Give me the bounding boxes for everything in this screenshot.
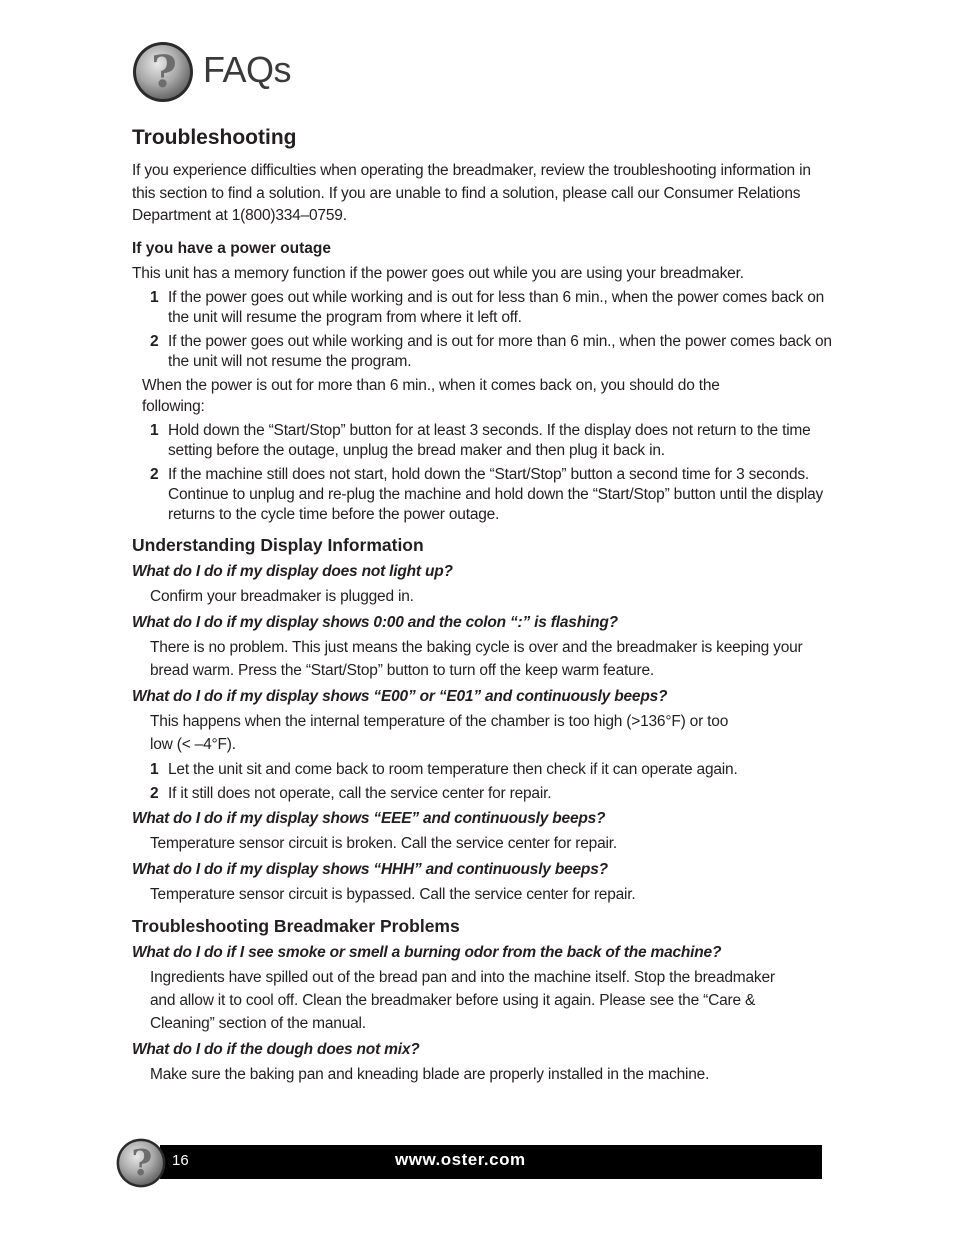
faq-answer: Make sure the baking pan and kneading blade are properly installed in the machine.	[150, 1066, 710, 1083]
outage-heading: If you have a power outage	[132, 239, 331, 257]
faq-answer: There is no problem. This just means the baking cycle is over and the breadmaker is keeping your bread warm. Press the “Start/Stop” button to turn off the keep warm feature.	[150, 639, 803, 679]
list-item	[150, 465, 832, 525]
faq-question: What do I do if my display shows “HHH” and continuously beeps?	[132, 861, 608, 878]
faq-question: What do I do if my display does not light up?	[132, 563, 453, 580]
faq-question: What do I do if my display shows 0:00 and the colon “:” is flashing?	[132, 614, 618, 631]
outage-text: This unit has a memory function if the power goes out while you are using your breadmaker.	[132, 264, 744, 282]
list-number: 1	[150, 422, 159, 439]
list-number: 1	[150, 761, 159, 778]
faq-question: What do I do if my display shows “E00” or “E01” and continuously beeps?	[132, 688, 668, 705]
page-header	[131, 39, 291, 105]
faq-question: What do I do if the dough does not mix?	[132, 1041, 420, 1058]
content	[132, 124, 832, 1090]
faq-answer: This happens when the internal temperature of the chamber is too high (>136°F) or too low (< –4°F).	[150, 713, 729, 753]
question-icon	[115, 1137, 167, 1189]
display-heading: Understanding Display Information	[132, 535, 424, 555]
list-text: If the machine still does not start, hold down the “Start/Stop” button a second time for 3 seconds. Continue to unplug and re-plug the machine and hold down the “Start/Stop” button until the display returns to the cycle time before the power outage.	[168, 466, 824, 523]
footer-url[interactable]: www.oster.com	[395, 1150, 526, 1169]
faq-answer: Temperature sensor circuit is bypassed. Call the service center for repair.	[150, 886, 636, 903]
problems-heading: Troubleshooting Breadmaker Problems	[132, 916, 460, 936]
page-title: FAQs	[203, 49, 292, 90]
list-item	[150, 332, 832, 372]
list-item	[150, 288, 832, 328]
list-number: 2	[150, 466, 159, 483]
list-item	[150, 421, 832, 461]
page-number: 16	[172, 1152, 189, 1169]
list-number: 2	[150, 333, 159, 350]
list-text: If the power goes out while working and is out for less than 6 min., when the power comes back on the unit will resume the program from where it left off.	[168, 289, 825, 326]
list-text: If the power goes out while working and is out for more than 6 min., when the power comes back on the unit will not resume the program.	[168, 333, 832, 370]
outage-followup: When the power is out for more than 6 min., when it comes back on, you should do the following:	[142, 377, 720, 415]
list-item	[150, 760, 832, 780]
faq-answer: Temperature sensor circuit is broken. Call the service center for repair.	[150, 835, 617, 852]
faq-answer: Confirm your breadmaker is plugged in.	[150, 588, 414, 605]
faq-answer: Ingredients have spilled out of the bread pan and into the machine itself. Stop the breadmaker and allow it to cool off. Clean the breadmaker before using it again. Please see the “Care & Cleaning” section of the manual.	[150, 969, 775, 1032]
faq-question: What do I do if I see smoke or smell a burning odor from the back of the machine?	[132, 944, 722, 961]
list-text: Hold down the “Start/Stop” button for at least 3 seconds. If the display does not return to the time setting before the outage, unplug the bread maker and then plug it back in.	[168, 422, 811, 459]
list-item	[150, 784, 832, 804]
list-number: 2	[150, 785, 159, 802]
list-text: Let the unit sit and come back to room temperature then check if it can operate again.	[168, 761, 738, 778]
list-number: 1	[150, 289, 159, 306]
faq-question: What do I do if my display shows “EEE” and continuously beeps?	[132, 810, 606, 827]
section-title: Troubleshooting	[132, 126, 297, 149]
svg-text:?: ?	[131, 1142, 153, 1185]
intro-paragraph: If you experience difficulties when operating the breadmaker, review the troubleshooting information in this section to find a solution. If you are unable to find a solution, please call our Consumer Relations Department at 1(800)334–0759.	[132, 162, 811, 224]
question-icon	[131, 40, 195, 104]
svg-text:?: ?	[151, 47, 177, 98]
list-text: If it still does not operate, call the service center for repair.	[168, 785, 552, 802]
